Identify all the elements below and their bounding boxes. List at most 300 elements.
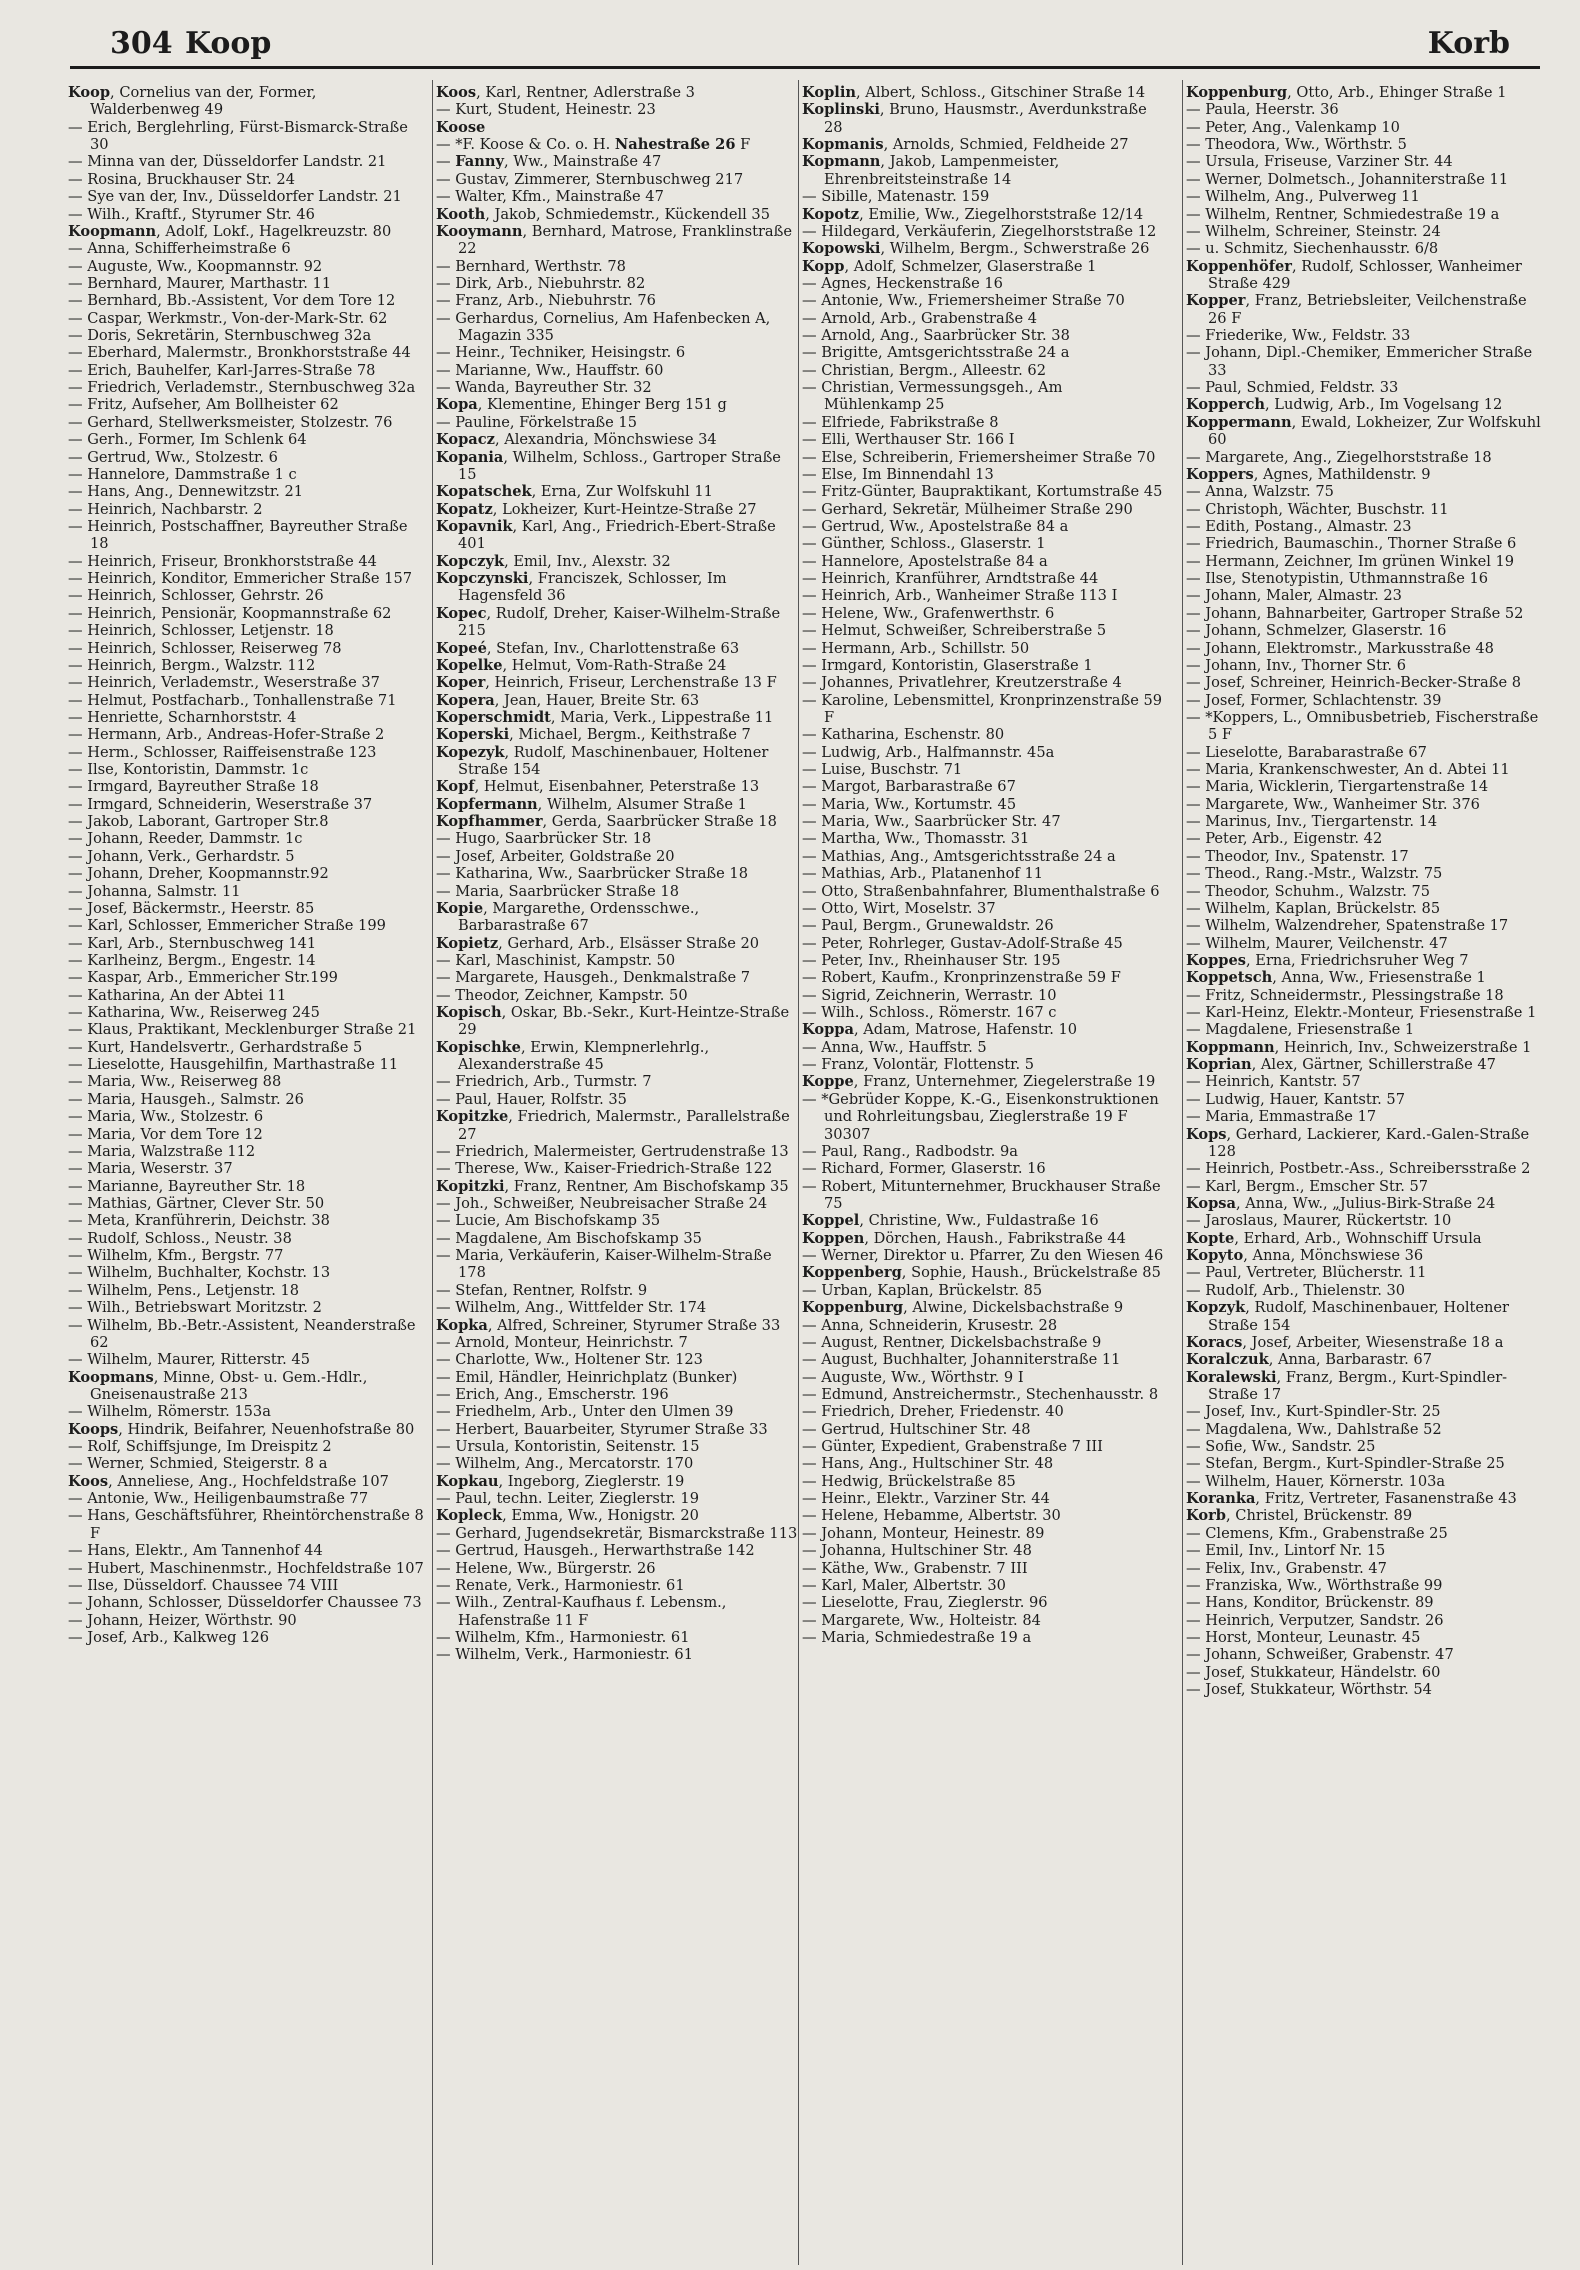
directory-entry: Kopleck, Emma, Ww., Honigstr. 20 bbox=[436, 1507, 699, 1525]
directory-entry: — Gertrud, Ww., Stolzestr. 6 bbox=[68, 448, 278, 466]
directory-entry: — Bernhard, Werthstr. 78 bbox=[436, 257, 626, 275]
directory-entry: — Irmgard, Bayreuther Straße 18 bbox=[68, 778, 319, 796]
directory-entry: — Marianne, Ww., Hauffstr. 60 bbox=[436, 361, 664, 379]
directory-entry: — Karl-Heinz, Elektr.-Monteur, Friesenstraße 1 bbox=[1186, 1004, 1537, 1022]
directory-entry: — Magdalene, Am Bischofskamp 35 bbox=[436, 1229, 702, 1247]
directory-entry: — Auguste, Ww., Koopmannstr. 92 bbox=[68, 257, 323, 275]
directory-entry: — Anna, Ww., Hauffstr. 5 bbox=[802, 1038, 987, 1056]
directory-entry: — Elli, Werthauser Str. 166 I bbox=[802, 431, 1015, 449]
directory-entry: — Hedwig, Brückelstraße 85 bbox=[802, 1472, 1016, 1490]
directory-entry: — Franziska, Ww., Wörthstraße 99 bbox=[1186, 1576, 1443, 1594]
directory-entry: — Friedrich, Baumaschin., Thorner Straße 6 bbox=[1186, 535, 1517, 553]
directory-entry: — Martha, Ww., Thomasstr. 31 bbox=[802, 830, 1030, 848]
directory-entry: Kopania, Wilhelm, Schloss., Gartroper Straße 15 bbox=[436, 448, 781, 483]
directory-entry: — Franz, Volontär, Flottenstr. 5 bbox=[802, 1056, 1035, 1074]
directory-entry: — Rolf, Schiffsjunge, Im Dreispitz 2 bbox=[68, 1438, 332, 1456]
directory-entry: — Wilhelm, Kfm., Bergstr. 77 bbox=[68, 1247, 284, 1265]
directory-entry: Koppa, Adam, Matrose, Hafenstr. 10 bbox=[802, 1021, 1078, 1039]
directory-entry: Kopavnik, Karl, Ang., Friedrich-Ebert-Straße 401 bbox=[436, 517, 776, 553]
directory-entry: Koppen, Dörchen, Haush., Fabrikstraße 44 bbox=[802, 1229, 1126, 1247]
directory-entry: Kopper, Franz, Betriebsleiter, Veilchenstraße 26 F bbox=[1186, 292, 1527, 327]
directory-entry: — Wilhelm, Pens., Letjenstr. 18 bbox=[68, 1281, 300, 1299]
directory-entry: — Lieselotte, Hausgehilfin, Marthastraße 11 bbox=[68, 1056, 399, 1074]
directory-entry: — Heinrich, Kantstr. 57 bbox=[1186, 1073, 1361, 1091]
header-last-entry: Korb bbox=[1427, 26, 1510, 61]
directory-entry: Kops, Gerhard, Lackierer, Kard.-Galen-Straße 128 bbox=[1186, 1125, 1530, 1160]
directory-entry: — Werner, Schmied, Steigerstr. 8 a bbox=[68, 1455, 328, 1473]
directory-entry: — Wilh., Zentral-Kaufhaus f. Lebensm., Hafenstraße 11 F bbox=[436, 1594, 727, 1629]
directory-entry: Koppetsch, Anna, Ww., Friesenstraße 1 bbox=[1186, 969, 1486, 987]
page-header bbox=[70, 26, 1540, 66]
directory-entry: Kopka, Alfred, Schreiner, Styrumer Straße 33 bbox=[436, 1316, 781, 1334]
directory-entry: — Helene, Ww., Grafenwerthstr. 6 bbox=[802, 604, 1055, 622]
directory-entry: — Wilhelm, Verk., Harmoniestr. 61 bbox=[436, 1646, 694, 1664]
directory-entry: — Ilse, Kontoristin, Dammstr. 1c bbox=[68, 761, 309, 779]
directory-entry: — Ursula, Friseuse, Varziner Str. 44 bbox=[1186, 153, 1453, 171]
directory-entry: — Hannelore, Dammstraße 1 c bbox=[68, 465, 297, 483]
directory-entry: — Heinrich, Verputzer, Sandstr. 26 bbox=[1186, 1611, 1444, 1629]
directory-entry: Kopte, Erhard, Arb., Wohnschiff Ursula bbox=[1186, 1229, 1482, 1247]
directory-entry: — August, Rentner, Dickelsbachstraße 9 bbox=[802, 1333, 1102, 1351]
directory-entry: — Stefan, Rentner, Rolfstr. 9 bbox=[436, 1281, 648, 1299]
directory-entry: — Mathias, Ang., Amtsgerichtsstraße 24 a bbox=[802, 847, 1116, 865]
directory-entry: — Paul, techn. Leiter, Zieglerstr. 19 bbox=[436, 1490, 699, 1508]
directory-entry: — Gerhard, Sekretär, Mülheimer Straße 290 bbox=[802, 500, 1133, 518]
directory-entry: — Wilhelm, Maurer, Ritterstr. 45 bbox=[68, 1351, 311, 1369]
directory-entry: — Peter, Rohrleger, Gustav-Adolf-Straße 45 bbox=[802, 934, 1123, 952]
directory-entry: — Bernhard, Maurer, Marthastr. 11 bbox=[68, 274, 332, 292]
directory-entry: — Maria, Krankenschwester, An d. Abtei 11 bbox=[1186, 761, 1510, 779]
directory-entry: Kopp, Adolf, Schmelzer, Glaserstraße 1 bbox=[802, 257, 1097, 275]
directory-entry: — Johann, Schmelzer, Glaserstr. 16 bbox=[1186, 622, 1447, 640]
directory-entry: — Clemens, Kfm., Grabenstraße 25 bbox=[1186, 1524, 1448, 1542]
directory-entry: — Johann, Verk., Gerhardstr. 5 bbox=[68, 847, 295, 865]
directory-entry: Kopec, Rudolf, Dreher, Kaiser-Wilhelm-Straße 215 bbox=[436, 604, 781, 640]
directory-entry: — Joh., Schweißer, Neubreisacher Straße 24 bbox=[436, 1195, 768, 1212]
page-number: 304 bbox=[110, 26, 173, 61]
directory-entry: — Johanna, Salmstr. 11 bbox=[68, 882, 241, 900]
directory-entry: — Sye van der, Inv., Düsseldorfer Landstr. 21 bbox=[68, 188, 402, 206]
directory-entry: — Johannes, Privatlehrer, Kreutzerstraße 4 bbox=[802, 674, 1122, 692]
directory-entry: — Margarete, Ww., Wanheimer Str. 376 bbox=[1186, 795, 1480, 813]
directory-entry: — Johann, Schlosser, Düsseldorfer Chaussee 73 bbox=[68, 1594, 422, 1612]
directory-entry: — Josef, Stukkateur, Händelstr. 60 bbox=[1186, 1663, 1441, 1681]
directory-entry: — Hermann, Zeichner, Im grünen Winkel 19 bbox=[1186, 552, 1515, 570]
column-2 bbox=[436, 84, 798, 2262]
directory-entry: — Maria, Vor dem Tore 12 bbox=[68, 1125, 263, 1143]
directory-entry: — Antonie, Ww., Heiligenbaumstraße 77 bbox=[68, 1490, 369, 1508]
directory-entry: — Herm., Schlosser, Raiffeisenstraße 123 bbox=[68, 743, 377, 761]
directory-entry: — *Gebrüder Koppe, K.-G., Eisenkonstruktionen und Rohrleitungsbau, Zieglerstraße 19 F 30307 bbox=[802, 1090, 1159, 1143]
directory-entry: — Wilhelm, Ang., Pulverweg 11 bbox=[1186, 188, 1420, 206]
directory-entry: — Christian, Vermessungsgeh., Am Mühlenkamp 25 bbox=[802, 379, 1063, 414]
directory-entry: Koppers, Agnes, Mathildenstr. 9 bbox=[1186, 465, 1431, 483]
directory-entry: — Erich, Berglehrling, Fürst-Bismarck-Straße 30 bbox=[68, 118, 408, 154]
directory-entry: — Arnold, Arb., Grabenstraße 4 bbox=[802, 309, 1038, 327]
directory-entry: Koppel, Christine, Ww., Fuldastraße 16 bbox=[802, 1212, 1099, 1230]
directory-entry: Kopatschek, Erna, Zur Wolfskuhl 11 bbox=[436, 483, 713, 501]
directory-entry: — Fanny, Ww., Mainstraße 47 bbox=[436, 153, 662, 171]
directory-entry: — Wilh., Betriebswart Moritzstr. 2 bbox=[68, 1299, 322, 1317]
directory-entry: — Hans, Geschäftsführer, Rheintörchenstraße 8 F bbox=[68, 1507, 424, 1542]
directory-entry: — Richard, Former, Glaserstr. 16 bbox=[802, 1160, 1046, 1178]
directory-entry: — Irmgard, Kontoristin, Glaserstraße 1 bbox=[802, 656, 1093, 674]
directory-entry: — Maria, Ww., Saarbrücker Str. 47 bbox=[802, 813, 1061, 831]
directory-entry: Koppe, Franz, Unternehmer, Ziegelerstraße 19 bbox=[802, 1073, 1156, 1091]
directory-entry: Kopfhammer, Gerda, Saarbrücker Straße 18 bbox=[436, 813, 777, 831]
header-first-entry: Koop bbox=[185, 26, 272, 61]
directory-entry: — Gerh., Former, Im Schlenk 64 bbox=[68, 431, 307, 449]
directory-entry: Kooymann, Bernhard, Matrose, Franklinstraße 22 bbox=[436, 222, 793, 258]
directory-entry: — Gustav, Zimmerer, Sternbuschweg 217 bbox=[436, 170, 744, 188]
directory-entry: — Wilhelm, Walzendreher, Spatenstraße 17 bbox=[1186, 917, 1509, 935]
directory-entry: — Felix, Inv., Grabenstr. 47 bbox=[1186, 1559, 1387, 1577]
directory-entry: — Edith, Postang., Almastr. 23 bbox=[1186, 517, 1412, 535]
directory-entry: — Karlheinz, Bergm., Engestr. 14 bbox=[68, 951, 316, 969]
directory-entry: — Agnes, Heckenstraße 16 bbox=[802, 274, 1003, 292]
directory-entry: — August, Buchhalter, Johanniterstraße 11 bbox=[802, 1351, 1121, 1369]
directory-entry: — Johann, Dipl.-Chemiker, Emmericher Straße 33 bbox=[1186, 344, 1533, 379]
directory-entry: — Henriette, Scharnhorststr. 4 bbox=[68, 708, 297, 726]
directory-entry: Koos, Karl, Rentner, Adlerstraße 3 bbox=[436, 84, 695, 101]
directory-entry: Koppenberg, Sophie, Haush., Brückelstraße 85 bbox=[802, 1264, 1161, 1282]
directory-entry: — Anna, Schneiderin, Krusestr. 28 bbox=[802, 1316, 1058, 1334]
directory-entry: — Ludwig, Hauer, Kantstr. 57 bbox=[1186, 1090, 1405, 1108]
column-divider bbox=[1182, 80, 1183, 2265]
directory-entry: — Maria, Ww., Reiserweg 88 bbox=[68, 1073, 282, 1091]
directory-entry: — Franz, Arb., Niebuhrstr. 76 bbox=[436, 292, 656, 310]
directory-entry: — Wanda, Bayreuther Str. 32 bbox=[436, 379, 652, 397]
directory-entry: — Heinrich, Schlosser, Reiserweg 78 bbox=[68, 639, 342, 657]
directory-entry: — Renate, Verk., Harmoniestr. 61 bbox=[436, 1576, 685, 1594]
directory-entry: — Theodor, Zeichner, Kampstr. 50 bbox=[436, 986, 688, 1004]
directory-entry: — Johann, Elektromstr., Markusstraße 48 bbox=[1186, 639, 1494, 657]
directory-entry: — Arnold, Ang., Saarbrücker Str. 38 bbox=[802, 327, 1070, 345]
directory-entry: — Hildegard, Verkäuferin, Ziegelhorststraße 12 bbox=[802, 222, 1157, 240]
directory-entry: Koperski, Michael, Bergm., Keithstraße 7 bbox=[436, 726, 751, 744]
directory-entry: — Gerhard, Jugendsekretär, Bismarckstraße 113 bbox=[436, 1524, 798, 1542]
directory-entry: — Karoline, Lebensmittel, Kronprinzenstraße 59 F bbox=[802, 691, 1163, 726]
directory-entry: — Werner, Dolmetsch., Johanniterstraße 11 bbox=[1186, 170, 1509, 188]
directory-entry: — *F. Koose & Co. o. H. Nahestraße 26 F bbox=[436, 136, 751, 154]
directory-entry: — Heinrich, Arb., Wanheimer Straße 113 I bbox=[802, 587, 1118, 605]
directory-entry: — Johann, Maler, Almastr. 23 bbox=[1186, 587, 1402, 605]
directory-entry: — Maria, Verkäuferin, Kaiser-Wilhelm-Straße 178 bbox=[436, 1247, 772, 1282]
directory-entry: — Wilhelm, Buchhalter, Kochstr. 13 bbox=[68, 1264, 331, 1282]
column-divider bbox=[432, 80, 433, 2265]
directory-entry: Kopeé, Stefan, Inv., Charlottenstraße 63 bbox=[436, 639, 740, 657]
directory-entry: — Heinrich, Bergm., Walzstr. 112 bbox=[68, 656, 316, 674]
directory-entry: — Gerhard, Stellwerksmeister, Stolzestr. 76 bbox=[68, 413, 393, 431]
directory-entry: — Fritz, Aufseher, Am Bollheister 62 bbox=[68, 396, 339, 414]
directory-entry: Koops, Hindrik, Beifahrer, Neuenhofstraße 80 bbox=[68, 1420, 415, 1438]
directory-entry: — Kurt, Handelsvertr., Gerhardstraße 5 bbox=[68, 1038, 363, 1056]
directory-entry: — Karl, Bergm., Emscher Str. 57 bbox=[1186, 1177, 1429, 1195]
directory-entry: — Josef, Inv., Kurt-Spindler-Str. 25 bbox=[1186, 1403, 1441, 1421]
directory-entry: — Friedhelm, Arb., Unter den Ulmen 39 bbox=[436, 1403, 734, 1421]
directory-entry: — Auguste, Ww., Wörthstr. 9 I bbox=[802, 1368, 1024, 1386]
directory-entry: Kopitzki, Franz, Rentner, Am Bischofskamp 35 bbox=[436, 1177, 789, 1195]
directory-entry: Kopitzke, Friedrich, Malermstr., Parallelstraße 27 bbox=[436, 1108, 790, 1143]
directory-entry: — Hermann, Arb., Andreas-Hofer-Straße 2 bbox=[68, 726, 385, 744]
directory-entry: — Walter, Kfm., Mainstraße 47 bbox=[436, 188, 664, 206]
directory-entry: — Johann, Heizer, Wörthstr. 90 bbox=[68, 1611, 297, 1629]
column-3 bbox=[802, 84, 1164, 2262]
directory-entry: — Kaspar, Arb., Emmericher Str.199 bbox=[68, 969, 338, 987]
directory-entry: — Josef, Bäckermstr., Heerstr. 85 bbox=[68, 899, 315, 917]
directory-entry: — Katharina, Ww., Saarbrücker Straße 18 bbox=[436, 865, 748, 883]
directory-entry: — Ilse, Stenotypistin, Uthmannstraße 16 bbox=[1186, 570, 1489, 588]
directory-entry: — Werner, Direktor u. Pfarrer, Zu den Wiesen 46 bbox=[802, 1247, 1164, 1265]
directory-entry: — Wilhelm, Kaplan, Brückelstr. 85 bbox=[1186, 899, 1441, 917]
directory-entry: — Josef, Arb., Kalkweg 126 bbox=[68, 1628, 270, 1646]
directory-entry: — Therese, Ww., Kaiser-Friedrich-Straße 122 bbox=[436, 1160, 773, 1178]
directory-entry: — Peter, Inv., Rheinhauser Str. 195 bbox=[802, 951, 1061, 969]
directory-entry: Koppenhöfer, Rudolf, Schlosser, Wanheimer Straße 429 bbox=[1186, 257, 1522, 292]
directory-entry: — Doris, Sekretärin, Sternbuschweg 32a bbox=[68, 327, 372, 345]
directory-entry: — Margarete, Ang., Ziegelhorststraße 18 bbox=[1186, 448, 1492, 466]
directory-entry: — Robert, Mitunternehmer, Bruckhauser Straße 75 bbox=[802, 1177, 1161, 1212]
directory-entry: — Johann, Schweißer, Grabenstr. 47 bbox=[1186, 1646, 1454, 1664]
column-4 bbox=[1186, 84, 1548, 2262]
directory-entry: — Margot, Barbarastraße 67 bbox=[802, 778, 1016, 796]
directory-entry: — Maria, Emmastraße 17 bbox=[1186, 1108, 1377, 1126]
directory-entry: — Maria, Hausgeh., Salmstr. 26 bbox=[68, 1090, 304, 1108]
directory-entry: — Heinr., Techniker, Heisingstr. 6 bbox=[436, 344, 686, 362]
directory-entry: — Magdalene, Friesenstraße 1 bbox=[1186, 1021, 1415, 1039]
directory-entry: Kopperch, Ludwig, Arb., Im Vogelsang 12 bbox=[1186, 396, 1503, 414]
directory-entry: — Lucie, Am Bischofskamp 35 bbox=[436, 1212, 661, 1230]
directory-entry: Koranka, Fritz, Vertreter, Fasanenstraße 43 bbox=[1186, 1490, 1517, 1508]
directory-entry: — Wilhelm, Ang., Wittfelder Str. 174 bbox=[436, 1299, 707, 1317]
directory-entry: Koper, Heinrich, Friseur, Lerchenstraße 13 F bbox=[436, 674, 777, 692]
directory-entry: — Otto, Straßenbahnfahrer, Blumenthalstraße 6 bbox=[802, 882, 1160, 900]
directory-entry: — Margarete, Ww., Holteistr. 84 bbox=[802, 1611, 1041, 1629]
directory-entry: — Jakob, Laborant, Gartroper Str.8 bbox=[68, 813, 329, 831]
directory-entry: Koopmann, Adolf, Lokf., Hagelkreuzstr. 80 bbox=[68, 222, 392, 240]
directory-entry: — Karl, Schlosser, Emmericher Straße 199 bbox=[68, 917, 386, 935]
directory-entry: — Ilse, Düsseldorf. Chaussee 74 VIII bbox=[68, 1576, 339, 1594]
directory-entry: — Friedrich, Dreher, Friedenstr. 40 bbox=[802, 1403, 1064, 1421]
directory-entry: — u. Schmitz, Siechenhausstr. 6/8 bbox=[1186, 240, 1439, 258]
directory-entry: Kopmanis, Arnolds, Schmied, Feldheide 27 bbox=[802, 136, 1129, 154]
directory-entry: — Hermann, Arb., Schillstr. 50 bbox=[802, 639, 1030, 657]
directory-entry: — Anna, Schifferheimstraße 6 bbox=[68, 240, 291, 258]
directory-entry: Kopczyk, Emil, Inv., Alexstr. 32 bbox=[436, 552, 671, 570]
directory-entry: — Helene, Ww., Bürgerstr. 26 bbox=[436, 1559, 656, 1577]
directory-entry: — Paul, Schmied, Feldstr. 33 bbox=[1186, 379, 1399, 397]
directory-entry: — Maria, Schmiedestraße 19 a bbox=[802, 1628, 1032, 1646]
directory-entry: — Wilhelm, Kfm., Harmoniestr. 61 bbox=[436, 1628, 690, 1646]
directory-entry: — Caspar, Werkmstr., Von-der-Mark-Str. 62 bbox=[68, 309, 388, 327]
directory-entry: — Eberhard, Malermstr., Bronkhorststraße 44 bbox=[68, 344, 411, 362]
directory-entry: — Katharina, Ww., Reiserweg 245 bbox=[68, 1004, 320, 1022]
directory-entry: — Paul, Rang., Radbodstr. 9a bbox=[802, 1142, 1018, 1160]
directory-entry: — Peter, Arb., Eigenstr. 42 bbox=[1186, 830, 1383, 848]
directory-entry: Koppenburg, Otto, Arb., Ehinger Straße 1 bbox=[1186, 84, 1507, 101]
directory-entry: — Theod., Rang.-Mstr., Walzstr. 75 bbox=[1186, 865, 1443, 883]
directory-entry: — Wilhelm, Bb.-Betr.-Assistent, Neanderstraße 62 bbox=[68, 1316, 416, 1351]
directory-entry: — Lieselotte, Barabarastraße 67 bbox=[1186, 743, 1427, 761]
directory-entry: — Käthe, Ww., Grabenstr. 7 III bbox=[802, 1559, 1028, 1577]
directory-entry: — Gerhardus, Cornelius, Am Hafenbecken A, Magazin 335 bbox=[436, 309, 771, 345]
directory-entry: — Theodor, Schuhm., Walzstr. 75 bbox=[1186, 882, 1431, 900]
directory-entry: Koracs, Josef, Arbeiter, Wiesenstraße 18 a bbox=[1186, 1333, 1504, 1351]
directory-entry: Kopacz, Alexandria, Mönchswiese 34 bbox=[436, 431, 717, 449]
directory-entry: — Meta, Kranführerin, Deichstr. 38 bbox=[68, 1212, 330, 1230]
directory-entry: — Wilhelm, Rentner, Schmiedestraße 19 a bbox=[1186, 205, 1500, 223]
directory-entry: Koplin, Albert, Schloss., Gitschiner Straße 14 bbox=[802, 84, 1146, 101]
directory-entry: Koppermann, Ewald, Lokheizer, Zur Wolfskuhl 60 bbox=[1186, 413, 1541, 449]
directory-entry: — Edmund, Anstreichermstr., Stechenhausstr. 8 bbox=[802, 1385, 1159, 1403]
directory-entry: — Lieselotte, Frau, Zieglerstr. 96 bbox=[802, 1594, 1048, 1612]
directory-entry: — Josef, Stukkateur, Wörthstr. 54 bbox=[1186, 1681, 1432, 1699]
directory-entry: — Karl, Maler, Albertstr. 30 bbox=[802, 1576, 1006, 1594]
directory-entry: — Wilhelm, Maurer, Veilchenstr. 47 bbox=[1186, 934, 1448, 952]
directory-entry: — Erich, Ang., Emscherstr. 196 bbox=[436, 1385, 669, 1403]
directory-entry: — Johann, Monteur, Heinestr. 89 bbox=[802, 1524, 1045, 1542]
directory-entry: Kopsa, Anna, Ww., „Julius-Birk-Straße 24 bbox=[1186, 1195, 1496, 1212]
directory-entry: — Urban, Kaplan, Brückelstr. 85 bbox=[802, 1281, 1043, 1299]
directory-entry: — Luise, Buschstr. 71 bbox=[802, 761, 963, 779]
directory-entry: — Maria, Walzstraße 112 bbox=[68, 1142, 256, 1160]
directory-entry: Kopotz, Emilie, Ww., Ziegelhorststraße 12/14 bbox=[802, 205, 1144, 223]
directory-entry: Kopfermann, Wilhelm, Alsumer Straße 1 bbox=[436, 795, 747, 813]
directory-entry: — Rudolf, Arb., Thielenstr. 30 bbox=[1186, 1281, 1406, 1299]
directory-entry: — Heinrich, Nachbarstr. 2 bbox=[68, 500, 263, 518]
directory-entry: — Arnold, Monteur, Heinrichstr. 7 bbox=[436, 1333, 688, 1351]
directory-entry: Kopie, Margarethe, Ordensschwe., Barbarastraße 67 bbox=[436, 899, 700, 935]
directory-entry: — Rosina, Bruckhauser Str. 24 bbox=[68, 170, 295, 188]
directory-entry: — Josef, Former, Schlachtenstr. 39 bbox=[1186, 691, 1442, 709]
directory-entry: — Heinrich, Pensionär, Koopmannstraße 62 bbox=[68, 604, 392, 622]
directory-entry: — Sigrid, Zeichnerin, Werrastr. 10 bbox=[802, 986, 1057, 1004]
directory-entry: — Maria, Ww., Kortumstr. 45 bbox=[802, 795, 1017, 813]
directory-entry: Kopatz, Lokheizer, Kurt-Heintze-Straße 27 bbox=[436, 500, 757, 518]
directory-entry: — Dirk, Arb., Niebuhrstr. 82 bbox=[436, 274, 646, 292]
directory-entry: — Marianne, Bayreuther Str. 18 bbox=[68, 1177, 306, 1195]
directory-entry: — Rudolf, Schloss., Neustr. 38 bbox=[68, 1229, 292, 1247]
directory-entry: — Hugo, Saarbrücker Str. 18 bbox=[436, 830, 652, 848]
directory-entry: — Hans, Konditor, Brückenstr. 89 bbox=[1186, 1594, 1434, 1612]
directory-entry: Koppenburg, Alwine, Dickelsbachstraße 9 bbox=[802, 1299, 1124, 1317]
directory-entry: Kopmann, Jakob, Lampenmeister, Ehrenbreitsteinstraße 14 bbox=[802, 153, 1060, 188]
directory-entry: — Johann, Bahnarbeiter, Gartroper Straße 52 bbox=[1186, 604, 1524, 622]
directory-entry: — Maria, Saarbrücker Straße 18 bbox=[436, 882, 679, 900]
directory-entry: — Maria, Wicklerin, Tiergartenstraße 14 bbox=[1186, 778, 1489, 796]
directory-entry: — Sibille, Matenastr. 159 bbox=[802, 188, 990, 206]
directory-entry: Koppes, Erna, Friedrichsruher Weg 7 bbox=[1186, 951, 1469, 969]
directory-entry: — Mathias, Gärtner, Clever Str. 50 bbox=[68, 1195, 325, 1212]
directory-entry: Koopmans, Minne, Obst- u. Gem.-Hdlr., Gneisenaustraße 213 bbox=[68, 1368, 368, 1403]
directory-entry: Kopietz, Gerhard, Arb., Elsässer Straße 20 bbox=[436, 934, 760, 952]
directory-entry: — Josef, Arbeiter, Goldstraße 20 bbox=[436, 847, 675, 865]
directory-entry: — Emil, Inv., Lintorf Nr. 15 bbox=[1186, 1542, 1386, 1560]
column-1 bbox=[68, 84, 430, 2262]
directory-entry: — Gertrud, Hultschiner Str. 48 bbox=[802, 1420, 1031, 1438]
directory-entry: — Christian, Bergm., Alleestr. 62 bbox=[802, 361, 1046, 379]
directory-entry: Kopkau, Ingeborg, Zieglerstr. 19 bbox=[436, 1472, 685, 1490]
directory-entry: Koralczuk, Anna, Barbarastr. 67 bbox=[1186, 1351, 1432, 1369]
directory-entry: Koperschmidt, Maria, Verk., Lippestraße 11 bbox=[436, 708, 774, 726]
directory-entry: Kopezyk, Rudolf, Maschinenbauer, Holtener Straße 154 bbox=[436, 743, 769, 779]
directory-entry: Kooth, Jakob, Schmiedemstr., Kückendell 35 bbox=[436, 205, 770, 223]
directory-entry: — Paul, Vertreter, Blücherstr. 11 bbox=[1186, 1264, 1427, 1282]
directory-entry: — Anna, Walzstr. 75 bbox=[1186, 483, 1334, 501]
directory-entry: — Irmgard, Schneiderin, Weserstraße 37 bbox=[68, 795, 373, 813]
directory-entry: — Maria, Weserstr. 37 bbox=[68, 1160, 233, 1178]
directory-entry: Koplinski, Bruno, Hausmstr., Averdunkstraße 28 bbox=[802, 101, 1147, 136]
directory-entry: — Ursula, Kontoristin, Seitenstr. 15 bbox=[436, 1438, 700, 1456]
directory-entry: Kopf, Helmut, Eisenbahner, Peterstraße 13 bbox=[436, 778, 760, 796]
directory-entry: — Heinrich, Postschaffner, Bayreuther Straße 18 bbox=[68, 517, 408, 553]
column-divider bbox=[798, 80, 799, 2265]
directory-entry: — Josef, Schreiner, Heinrich-Becker-Straße 8 bbox=[1186, 674, 1522, 692]
directory-entry: Kopczynski, Franciszek, Schlosser, Im Hagensfeld 36 bbox=[436, 570, 727, 605]
directory-entry: — Otto, Wirt, Moselstr. 37 bbox=[802, 899, 996, 917]
directory-entry: — Helmut, Postfacharb., Tonhallenstraße 71 bbox=[68, 691, 397, 709]
directory-entry: — Stefan, Bergm., Kurt-Spindler-Straße 25 bbox=[1186, 1455, 1505, 1473]
directory-entry: — Minna van der, Düsseldorfer Landstr. 21 bbox=[68, 153, 387, 171]
directory-entry: — Paul, Bergm., Grunewaldstr. 26 bbox=[802, 917, 1054, 935]
directory-entry: Korb, Christel, Brückenstr. 89 bbox=[1186, 1507, 1413, 1525]
directory-entry: — Friederike, Ww., Feldstr. 33 bbox=[1186, 327, 1411, 345]
directory-entry: Kopzyk, Rudolf, Maschinenbauer, Holtener Straße 154 bbox=[1186, 1299, 1510, 1334]
directory-entry: — Theodora, Ww., Wörthstr. 5 bbox=[1186, 136, 1407, 154]
directory-entry: — Bernhard, Bb.-Assistent, Vor dem Tore 12 bbox=[68, 292, 396, 310]
directory-entry: — Heinrich, Konditor, Emmericher Straße 157 bbox=[68, 570, 413, 588]
directory-entry: — Johann, Inv., Thorner Str. 6 bbox=[1186, 656, 1406, 674]
directory-entry: — Erich, Bauhelfer, Karl-Jarres-Straße 78 bbox=[68, 361, 376, 379]
directory-entry: Kopowski, Wilhelm, Bergm., Schwerstraße 26 bbox=[802, 240, 1150, 258]
header-rule bbox=[70, 66, 1540, 69]
directory-entry: Kopisch, Oskar, Bb.-Sekr., Kurt-Heintze-Straße 29 bbox=[436, 1004, 790, 1039]
directory-entry: Koppmann, Heinrich, Inv., Schweizerstraße 1 bbox=[1186, 1038, 1532, 1056]
directory-entry: — Günter, Expedient, Grabenstraße 7 III bbox=[802, 1438, 1103, 1456]
directory-entry: — Wilhelm, Ang., Mercatorstr. 170 bbox=[436, 1455, 694, 1473]
directory-entry: — Friedrich, Arb., Turmstr. 7 bbox=[436, 1073, 652, 1091]
directory-entry: Kopischke, Erwin, Klempnerlehrlg., Alexanderstraße 45 bbox=[436, 1038, 710, 1074]
directory-entry: — Mathias, Arb., Platanenhof 11 bbox=[802, 865, 1044, 883]
directory-entry: — Johann, Reeder, Dammstr. 1c bbox=[68, 830, 303, 848]
directory-entry: — Marinus, Inv., Tiergartenstr. 14 bbox=[1186, 813, 1438, 831]
directory-entry: — Katharina, Eschenstr. 80 bbox=[802, 726, 1005, 744]
directory-entry: — Heinrich, Kranführer, Arndtstraße 44 bbox=[802, 570, 1099, 588]
directory-entry: — Heinrich, Postbetr.-Ass., Schreibersstraße 2 bbox=[1186, 1160, 1531, 1178]
directory-entry: Kopelke, Helmut, Vom-Rath-Straße 24 bbox=[436, 656, 727, 674]
directory-entry: — Heinrich, Verlademstr., Weserstraße 37 bbox=[68, 674, 380, 692]
directory-entry: — Karl, Maschinist, Kampstr. 50 bbox=[436, 951, 676, 969]
directory-entry: — Günther, Schloss., Glaserstr. 1 bbox=[802, 535, 1046, 553]
directory-entry: — Elfriede, Fabrikstraße 8 bbox=[802, 413, 999, 431]
directory-entry: Koralewski, Franz, Bergm., Kurt-Spindler-Straße 17 bbox=[1186, 1368, 1508, 1403]
directory-entry: Kopyto, Anna, Mönchswiese 36 bbox=[1186, 1247, 1424, 1265]
directory-entry: — Heinrich, Schlosser, Letjenstr. 18 bbox=[68, 622, 334, 640]
directory-entry: — Paula, Heerstr. 36 bbox=[1186, 101, 1339, 119]
directory-entry: — Wilhelm, Römerstr. 153a bbox=[68, 1403, 271, 1421]
directory-entry: Koop, Cornelius van der, Former, Walderbenweg 49 bbox=[68, 84, 317, 119]
directory-entry: — Karl, Arb., Sternbuschweg 141 bbox=[68, 934, 317, 952]
directory-entry: — Antonie, Ww., Friemersheimer Straße 70 bbox=[802, 292, 1125, 310]
directory-entry: — Johanna, Hultschiner Str. 48 bbox=[802, 1542, 1032, 1560]
directory-entry: — Jaroslaus, Maurer, Rückertstr. 10 bbox=[1186, 1212, 1452, 1230]
directory-entry: — Robert, Kaufm., Kronprinzenstraße 59 F bbox=[802, 969, 1121, 987]
directory-entry: — Wilh., Kraftf., Styrumer Str. 46 bbox=[68, 205, 315, 223]
directory-entry: — Helmut, Schweißer, Schreiberstraße 5 bbox=[802, 622, 1107, 640]
directory-entry: — Heinrich, Schlosser, Gehrstr. 26 bbox=[68, 587, 324, 605]
directory-entry: — Herbert, Bauarbeiter, Styrumer Straße 33 bbox=[436, 1420, 768, 1438]
directory-entry: — Pauline, Förkelstraße 15 bbox=[436, 413, 638, 431]
